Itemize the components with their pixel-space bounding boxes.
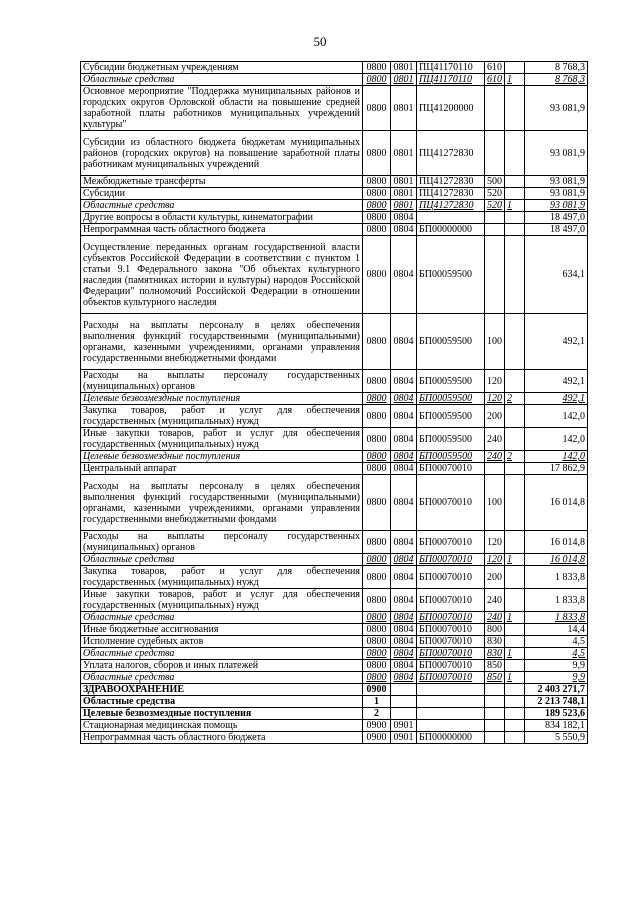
row-name: Основное мероприятие "Поддержка муниципальных районов и городских округов Орловской области на повышение средней заработной платы работников муниципальных учреждений культуры" <box>81 86 363 131</box>
row-target-code: БП00059500 <box>417 405 485 428</box>
row-name: Расходы на выплаты персоналу в целях обеспечения выполнения функций государственными (муниципальными) органами, казенными учреждениями, органами управления государственными внебюджетными фондами <box>81 314 363 370</box>
row-name: Иные закупки товаров, работ и услуг для обеспечения государственных (муниципальных) нужд <box>81 428 363 451</box>
row-name: Уплата налогов, сборов и иных платежей <box>81 660 363 672</box>
row-target-code: БП00070010 <box>417 612 485 624</box>
row-name: Субсидии бюджетным учреждениям <box>81 62 363 74</box>
table-row <box>81 176 588 188</box>
row-name: Иные закупки товаров, работ и услуг для обеспечения государственных (муниципальных) нужд <box>81 589 363 612</box>
row-funding-source <box>505 212 525 224</box>
row-funding-source <box>505 314 525 370</box>
row-section: 0800 <box>363 131 391 176</box>
row-target-code <box>417 708 485 720</box>
row-funding-source <box>505 589 525 612</box>
row-section: 0800 <box>363 393 391 405</box>
row-subsection: 0801 <box>391 188 417 200</box>
row-expense-type: 120 <box>485 531 505 554</box>
table-row <box>81 188 588 200</box>
row-expense-type <box>485 684 505 696</box>
row-section: 1 <box>363 696 391 708</box>
row-name: Другие вопросы в области культуры, кинематографии <box>81 212 363 224</box>
row-amount: 4,5 <box>525 636 588 648</box>
row-section: 0800 <box>363 86 391 131</box>
row-section: 0800 <box>363 188 391 200</box>
table-row <box>81 212 588 224</box>
row-expense-type <box>485 86 505 131</box>
row-name: Областные средства <box>81 612 363 624</box>
row-amount: 9,9 <box>525 672 588 684</box>
table-row <box>81 428 588 451</box>
row-expense-type: 120 <box>485 393 505 405</box>
row-section: 0800 <box>363 428 391 451</box>
row-target-code: ПЦ41200000 <box>417 86 485 131</box>
row-amount: 189 523,6 <box>525 708 588 720</box>
row-subsection: 0801 <box>391 62 417 74</box>
row-amount: 8 768,3 <box>525 62 588 74</box>
row-subsection: 0804 <box>391 463 417 475</box>
table-row <box>81 86 588 131</box>
row-section: 0800 <box>363 212 391 224</box>
table-row <box>81 566 588 589</box>
row-funding-source: 2 <box>505 451 525 463</box>
row-expense-type: 830 <box>485 648 505 660</box>
row-section: 0800 <box>363 224 391 236</box>
row-section: 2 <box>363 708 391 720</box>
row-subsection: 0804 <box>391 612 417 624</box>
row-target-code <box>417 696 485 708</box>
row-name: Субсидии <box>81 188 363 200</box>
row-funding-source <box>505 624 525 636</box>
row-target-code: ПЦ41272830 <box>417 131 485 176</box>
row-section: 0800 <box>363 648 391 660</box>
row-name: Областные средства <box>81 672 363 684</box>
row-name: Стационарная медицинская помощь <box>81 720 363 732</box>
row-amount: 8 768,3 <box>525 74 588 86</box>
row-funding-source <box>505 566 525 589</box>
row-amount: 16 014,8 <box>525 475 588 531</box>
row-name: ЗДРАВООХРАНЕНИЕ <box>81 684 363 696</box>
row-expense-type: 800 <box>485 624 505 636</box>
row-amount: 93 081,9 <box>525 86 588 131</box>
row-target-code: БП00070010 <box>417 531 485 554</box>
row-name: Расходы на выплаты персоналу государственных (муниципальных) органов <box>81 531 363 554</box>
row-subsection: 0804 <box>391 314 417 370</box>
row-expense-type: 850 <box>485 660 505 672</box>
row-subsection: 0804 <box>391 475 417 531</box>
row-name: Центральный аппарат <box>81 463 363 475</box>
row-funding-source: 2 <box>505 393 525 405</box>
row-section: 0800 <box>363 660 391 672</box>
row-subsection <box>391 696 417 708</box>
table-row <box>81 554 588 566</box>
table-row <box>81 684 588 696</box>
row-section: 0800 <box>363 554 391 566</box>
row-funding-source <box>505 475 525 531</box>
row-amount: 142,0 <box>525 428 588 451</box>
row-amount: 9,9 <box>525 660 588 672</box>
row-amount: 2 213 748,1 <box>525 696 588 708</box>
row-expense-type: 100 <box>485 314 505 370</box>
row-funding-source <box>505 188 525 200</box>
row-amount: 4,5 <box>525 648 588 660</box>
row-target-code: БП00070010 <box>417 648 485 660</box>
row-amount: 142,0 <box>525 451 588 463</box>
row-target-code: БП00059500 <box>417 428 485 451</box>
row-funding-source <box>505 732 525 744</box>
row-subsection: 0804 <box>391 428 417 451</box>
row-target-code: ПЦ41272830 <box>417 176 485 188</box>
row-name: Целевые безвозмездные поступления <box>81 708 363 720</box>
row-name: Целевые безвозмездные поступления <box>81 451 363 463</box>
row-amount: 14,4 <box>525 624 588 636</box>
table-row <box>81 62 588 74</box>
row-subsection: 0901 <box>391 732 417 744</box>
row-target-code: БП00070010 <box>417 589 485 612</box>
row-amount: 18 497,0 <box>525 212 588 224</box>
row-expense-type: 520 <box>485 200 505 212</box>
row-expense-type: 500 <box>485 176 505 188</box>
row-name: Областные средства <box>81 554 363 566</box>
row-funding-source <box>505 660 525 672</box>
row-target-code: ПЦ41170110 <box>417 62 485 74</box>
row-target-code: БП00059500 <box>417 236 485 314</box>
table-row <box>81 314 588 370</box>
table-row <box>81 720 588 732</box>
row-name: Областные средства <box>81 200 363 212</box>
row-subsection: 0801 <box>391 200 417 212</box>
row-name: Непрограммная часть областного бюджета <box>81 224 363 236</box>
row-target-code: БП00070010 <box>417 475 485 531</box>
row-funding-source <box>505 236 525 314</box>
row-section: 0800 <box>363 531 391 554</box>
row-target-code: ПЦ41272830 <box>417 188 485 200</box>
row-subsection: 0804 <box>391 531 417 554</box>
row-funding-source: 1 <box>505 74 525 86</box>
row-amount: 634,1 <box>525 236 588 314</box>
row-name: Исполнение судебных актов <box>81 636 363 648</box>
row-subsection: 0804 <box>391 660 417 672</box>
row-amount: 17 862,9 <box>525 463 588 475</box>
row-target-code: ПЦ41272830 <box>417 200 485 212</box>
table-row <box>81 393 588 405</box>
row-expense-type <box>485 224 505 236</box>
row-subsection: 0801 <box>391 86 417 131</box>
row-section: 0800 <box>363 370 391 393</box>
row-target-code: БП00070010 <box>417 672 485 684</box>
row-name: Закупка товаров, работ и услуг для обеспечения государственных (муниципальных) нужд <box>81 405 363 428</box>
row-expense-type <box>485 732 505 744</box>
row-subsection: 0804 <box>391 589 417 612</box>
row-target-code <box>417 684 485 696</box>
table-row <box>81 531 588 554</box>
row-subsection: 0901 <box>391 720 417 732</box>
row-funding-source <box>505 636 525 648</box>
row-subsection: 0804 <box>391 224 417 236</box>
row-subsection: 0801 <box>391 131 417 176</box>
row-funding-source <box>505 428 525 451</box>
row-amount: 492,1 <box>525 393 588 405</box>
row-expense-type <box>485 696 505 708</box>
table-row <box>81 589 588 612</box>
row-expense-type: 120 <box>485 554 505 566</box>
row-funding-source <box>505 720 525 732</box>
table-row <box>81 200 588 212</box>
row-amount: 93 081,9 <box>525 176 588 188</box>
row-target-code: ПЦ41170110 <box>417 74 485 86</box>
row-section: 0800 <box>363 200 391 212</box>
row-amount: 492,1 <box>525 314 588 370</box>
row-expense-type: 240 <box>485 589 505 612</box>
table-row <box>81 636 588 648</box>
row-section: 0800 <box>363 74 391 86</box>
row-amount: 16 014,8 <box>525 554 588 566</box>
row-section: 0800 <box>363 451 391 463</box>
row-section: 0800 <box>363 672 391 684</box>
row-section: 0800 <box>363 475 391 531</box>
table-row <box>81 74 588 86</box>
row-subsection: 0804 <box>391 405 417 428</box>
row-subsection: 0804 <box>391 370 417 393</box>
table-row <box>81 612 588 624</box>
row-expense-type <box>485 463 505 475</box>
row-expense-type: 240 <box>485 451 505 463</box>
row-section: 0800 <box>363 405 391 428</box>
row-section: 0800 <box>363 612 391 624</box>
table-row <box>81 732 588 744</box>
row-expense-type <box>485 212 505 224</box>
row-funding-source <box>505 696 525 708</box>
table-row <box>81 660 588 672</box>
row-name: Субсидии из областного бюджета бюджетам муниципальных районов (городских округов) на повышение заработной платы работникам муниципальных учреждений <box>81 131 363 176</box>
row-amount: 93 081,9 <box>525 188 588 200</box>
row-subsection: 0804 <box>391 554 417 566</box>
row-expense-type: 100 <box>485 475 505 531</box>
row-funding-source <box>505 463 525 475</box>
row-target-code: БП00070010 <box>417 624 485 636</box>
row-funding-source: 1 <box>505 648 525 660</box>
table-row <box>81 451 588 463</box>
table-row <box>81 224 588 236</box>
row-subsection: 0804 <box>391 393 417 405</box>
row-amount: 93 081,9 <box>525 200 588 212</box>
row-target-code: БП00059500 <box>417 451 485 463</box>
table-row <box>81 624 588 636</box>
row-funding-source: 1 <box>505 612 525 624</box>
row-target-code: БП00000000 <box>417 224 485 236</box>
row-section: 0900 <box>363 732 391 744</box>
row-expense-type: 200 <box>485 405 505 428</box>
row-target-code: БП00000000 <box>417 732 485 744</box>
row-target-code <box>417 212 485 224</box>
row-amount: 18 497,0 <box>525 224 588 236</box>
row-subsection: 0804 <box>391 648 417 660</box>
row-subsection: 0804 <box>391 566 417 589</box>
row-target-code: БП00070010 <box>417 566 485 589</box>
row-funding-source <box>505 405 525 428</box>
row-section: 0800 <box>363 624 391 636</box>
row-target-code: БП00070010 <box>417 660 485 672</box>
row-amount: 142,0 <box>525 405 588 428</box>
row-section: 0800 <box>363 589 391 612</box>
row-section: 0800 <box>363 62 391 74</box>
row-expense-type: 200 <box>485 566 505 589</box>
row-funding-source <box>505 86 525 131</box>
row-name: Осуществление переданных органам государственной власти субъектов Российской Федерации в соответствии с пунктом 1 статьи 9.1 Федерального закона "Об объектах культурного наследия (памятниках истории и культуры) народов Российской Федерации" полномочий Российской Федерации в отношении объектов культурного наследия <box>81 236 363 314</box>
row-amount: 1 833,8 <box>525 612 588 624</box>
table-row <box>81 463 588 475</box>
row-subsection: 0801 <box>391 176 417 188</box>
row-subsection <box>391 684 417 696</box>
budget-table <box>80 61 588 744</box>
row-section: 0800 <box>363 176 391 188</box>
row-section: 0800 <box>363 314 391 370</box>
row-subsection: 0804 <box>391 236 417 314</box>
row-section: 0800 <box>363 236 391 314</box>
row-amount: 834 182,1 <box>525 720 588 732</box>
row-amount: 492,1 <box>525 370 588 393</box>
table-row <box>81 405 588 428</box>
row-section: 0800 <box>363 636 391 648</box>
row-name: Расходы на выплаты персоналу в целях обеспечения выполнения функций государственными (муниципальными) органами, казенными учреждениями, органами управления государственными внебюджетными фондами <box>81 475 363 531</box>
row-funding-source: 1 <box>505 200 525 212</box>
row-section: 0900 <box>363 684 391 696</box>
row-expense-type: 830 <box>485 636 505 648</box>
row-subsection: 0801 <box>391 74 417 86</box>
row-target-code: БП00059500 <box>417 314 485 370</box>
table-row <box>81 236 588 314</box>
row-funding-source <box>505 176 525 188</box>
row-expense-type <box>485 720 505 732</box>
row-target-code: БП00059500 <box>417 393 485 405</box>
row-expense-type <box>485 131 505 176</box>
row-funding-source <box>505 62 525 74</box>
row-funding-source <box>505 531 525 554</box>
row-funding-source <box>505 370 525 393</box>
row-name: Целевые безвозмездные поступления <box>81 393 363 405</box>
row-funding-source <box>505 224 525 236</box>
row-funding-source <box>505 684 525 696</box>
row-subsection: 0804 <box>391 212 417 224</box>
row-target-code <box>417 720 485 732</box>
row-name: Закупка товаров, работ и услуг для обеспечения государственных (муниципальных) нужд <box>81 566 363 589</box>
row-amount: 1 833,8 <box>525 566 588 589</box>
row-funding-source <box>505 708 525 720</box>
row-subsection: 0804 <box>391 451 417 463</box>
row-funding-source <box>505 131 525 176</box>
row-target-code: БП00059500 <box>417 370 485 393</box>
table-row <box>81 672 588 684</box>
row-name: Областные средства <box>81 648 363 660</box>
row-target-code: БП00070010 <box>417 554 485 566</box>
row-funding-source: 1 <box>505 554 525 566</box>
table-row <box>81 648 588 660</box>
row-target-code: БП00070010 <box>417 636 485 648</box>
row-expense-type <box>485 236 505 314</box>
row-section: 0800 <box>363 463 391 475</box>
row-expense-type: 610 <box>485 74 505 86</box>
row-expense-type: 240 <box>485 428 505 451</box>
table-row <box>81 475 588 531</box>
row-section: 0900 <box>363 720 391 732</box>
row-amount: 93 081,9 <box>525 131 588 176</box>
row-amount: 5 550,9 <box>525 732 588 744</box>
row-expense-type: 850 <box>485 672 505 684</box>
row-section: 0800 <box>363 566 391 589</box>
row-name: Непрограммная часть областного бюджета <box>81 732 363 744</box>
row-amount: 16 014,8 <box>525 531 588 554</box>
page-number: 50 <box>313 34 327 49</box>
table-row <box>81 131 588 176</box>
row-subsection: 0804 <box>391 672 417 684</box>
row-name: Областные средства <box>81 74 363 86</box>
row-name: Областные средства <box>81 696 363 708</box>
row-expense-type: 240 <box>485 612 505 624</box>
row-expense-type <box>485 708 505 720</box>
table-row <box>81 370 588 393</box>
row-target-code: БП00070010 <box>417 463 485 475</box>
table-row <box>81 696 588 708</box>
row-name: Иные бюджетные ассигнования <box>81 624 363 636</box>
row-funding-source: 1 <box>505 672 525 684</box>
row-expense-type: 610 <box>485 62 505 74</box>
row-subsection: 0804 <box>391 636 417 648</box>
table-row <box>81 708 588 720</box>
row-expense-type: 520 <box>485 188 505 200</box>
row-amount: 2 403 271,7 <box>525 684 588 696</box>
row-name: Расходы на выплаты персоналу государственных (муниципальных) органов <box>81 370 363 393</box>
row-expense-type: 120 <box>485 370 505 393</box>
row-subsection: 0804 <box>391 624 417 636</box>
row-amount: 1 833,8 <box>525 589 588 612</box>
row-subsection <box>391 708 417 720</box>
row-name: Межбюджетные трансферты <box>81 176 363 188</box>
